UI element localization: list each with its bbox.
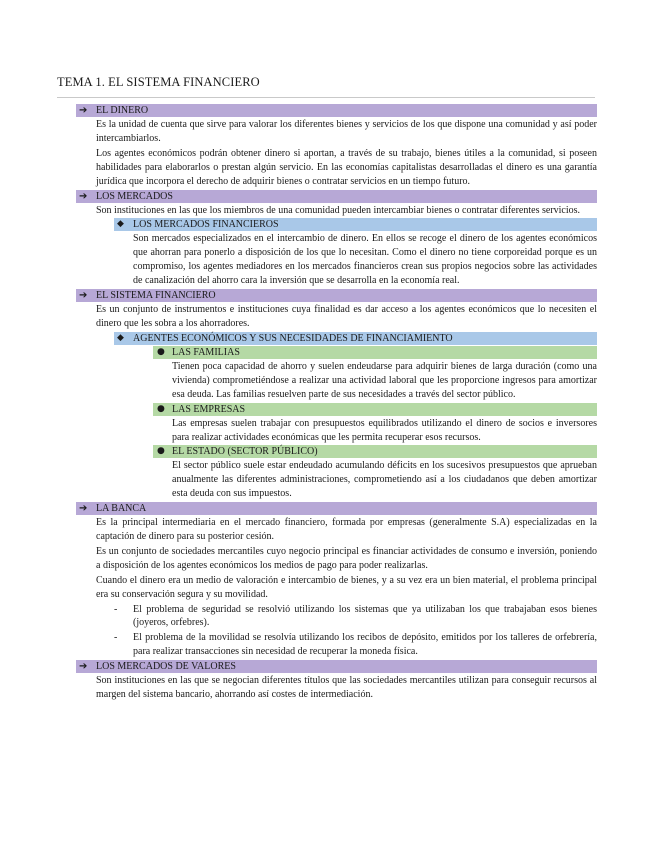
heading-text: LAS EMPRESAS bbox=[172, 403, 246, 415]
paragraph: Las empresas suelen trabajar con presupuestos equilibrados utilizando el dinero de socios e inversores para realizar actividades económicas que les permita recuperar esos recursos. bbox=[172, 417, 597, 443]
page-title: TEMA 1. EL SISTEMA FINANCIERO bbox=[57, 75, 260, 89]
arrow-right-icon: ➔ bbox=[79, 661, 88, 673]
item-heading-familias bbox=[0, 346, 655, 359]
subsection-heading-mercados-financieros bbox=[0, 218, 655, 231]
dash-marker: - bbox=[114, 603, 118, 615]
paragraph: Tienen poca capacidad de ahorro y suelen endeudarse para adquirir bienes de larga duración (como una vivienda) comprometiéndose a realizar una actividad laboral que les proporcione ingresos para amortizar esa deuda. Las familias resuelven parte de sus necesidades a través del sector público. bbox=[172, 360, 597, 400]
arrow-right-icon: ➔ bbox=[79, 503, 88, 515]
paragraph: Es la unidad de cuenta que sirve para valorar los diferentes bienes y servicios de los que dispone una comunidad y así poder intercambiarlos. bbox=[96, 119, 597, 144]
paragraph: Los agentes económicos podrán obtener dinero si aportan, a través de su trabajo, bienes útiles a la comunidad, si poseen habilidades para elaborarlos o prestan algún servicio. En las economías capitalistas desarrolladas el dinero es una garantía jurídica que incorpora el derecho de adquirir bienes o contratar servicios en un tiempo futuro. bbox=[96, 147, 597, 187]
bullet-icon: ● bbox=[157, 346, 165, 357]
section-heading-mercados bbox=[0, 190, 655, 203]
heading-text: LOS MERCADOS DE VALORES bbox=[96, 661, 236, 673]
title-divider bbox=[57, 97, 595, 98]
item-heading-estado bbox=[0, 445, 655, 458]
list-item-text: El problema de la movilidad se resolvía utilizando los recibos de depósito, emitidos por los talleres de orfebrería, para realizar transacciones sin necesidad de recuperar la moneda física. bbox=[133, 632, 597, 658]
heading-text: EL ESTADO (SECTOR PÚBLICO) bbox=[172, 446, 318, 458]
heading-text: EL SISTEMA FINANCIERO bbox=[96, 290, 216, 302]
dash-list-item bbox=[114, 603, 597, 631]
paragraph: Son instituciones en las que los miembros de una comunidad pueden intercambiar bienes o contratar diferentes servicios. bbox=[96, 204, 581, 216]
section-heading-sistema bbox=[0, 289, 655, 302]
arrow-right-icon: ➔ bbox=[79, 190, 88, 202]
diamond-icon: ◆ bbox=[117, 332, 124, 343]
bullet-icon: ● bbox=[157, 446, 165, 457]
heading-text: LOS MERCADOS bbox=[96, 190, 173, 202]
arrow-right-icon: ➔ bbox=[79, 290, 88, 302]
section-heading-dinero bbox=[0, 104, 655, 117]
heading-text: LA BANCA bbox=[96, 503, 147, 515]
heading-text: EL DINERO bbox=[96, 105, 149, 116]
section-heading-valores bbox=[0, 660, 655, 673]
heading-text: AGENTES ECONÓMICOS Y SUS NECESIDADES DE FINANCIAMIENTO bbox=[133, 332, 453, 344]
list-item-text: El problema de seguridad se resolvió utilizando los sistemas que ya utilizaban los que trabajaban esos bienes (joyeros, orfebres). bbox=[133, 603, 597, 629]
heading-text: LOS MERCADOS FINANCIEROS bbox=[133, 219, 279, 231]
section-heading-banca bbox=[0, 502, 655, 515]
bullet-icon: ● bbox=[157, 403, 165, 414]
paragraph: Cuando el dinero era un medio de valoración e intercambio de bienes, y a su vez era un bien material, el problema principal era su conservación segura y su movilidad. bbox=[96, 574, 597, 600]
heading-text: LAS FAMILIAS bbox=[172, 346, 240, 358]
paragraph: El sector público suele estar endeudado acumulando déficits en los sucesivos presupuestos que aprueban anualmente las diferentes administraciones, comprometiendo así a los ciudadanos que deben amortizar esta deuda con sus impuestos. bbox=[172, 460, 597, 500]
item-heading-empresas bbox=[0, 403, 655, 416]
document-body bbox=[0, 104, 655, 703]
paragraph: Es un conjunto de instrumentos e instituciones cuya finalidad es dar acceso a los agentes económicos que lo necesiten el dinero que les sobra a los ahorradores. bbox=[96, 304, 597, 329]
subsection-heading-agentes bbox=[0, 332, 655, 345]
diamond-icon: ◆ bbox=[117, 219, 124, 230]
paragraph: Son mercados especializados en el intercambio de dinero. En ellos se recoge el dinero de los agentes económicos que ahorran para ponerlo a disposición de los que lo necesitan. Como el dinero no tiene corporeidad porque es un compromiso, los agentes mediadores en los mercados financieros crean sus propios negocios sobre las actividades de canalización del ahorro cara la inversión que se desarrolla en la economía real. bbox=[133, 233, 597, 287]
dash-marker: - bbox=[114, 632, 118, 644]
paragraph: Es la principal intermediaria en el mercado financiero, formada por empresas (generalmente S.A) especializadas en la captación de dinero para su posterior cesión. bbox=[96, 517, 597, 543]
dash-list-item bbox=[114, 631, 597, 659]
arrow-right-icon: ➔ bbox=[79, 105, 88, 116]
paragraph: Es un conjunto de sociedades mercantiles cuyo negocio principal es financiar actividades de consumo e inversión, poniendo a disposición de los agentes económicos los medios de pago para poder realizarlas. bbox=[96, 545, 597, 571]
paragraph: Son instituciones en las que se negocian diferentes títulos que las sociedades mercantiles utilizan para conseguir recursos al margen del sistema bancario, ahorrando así costes de intermediación. bbox=[96, 675, 597, 701]
